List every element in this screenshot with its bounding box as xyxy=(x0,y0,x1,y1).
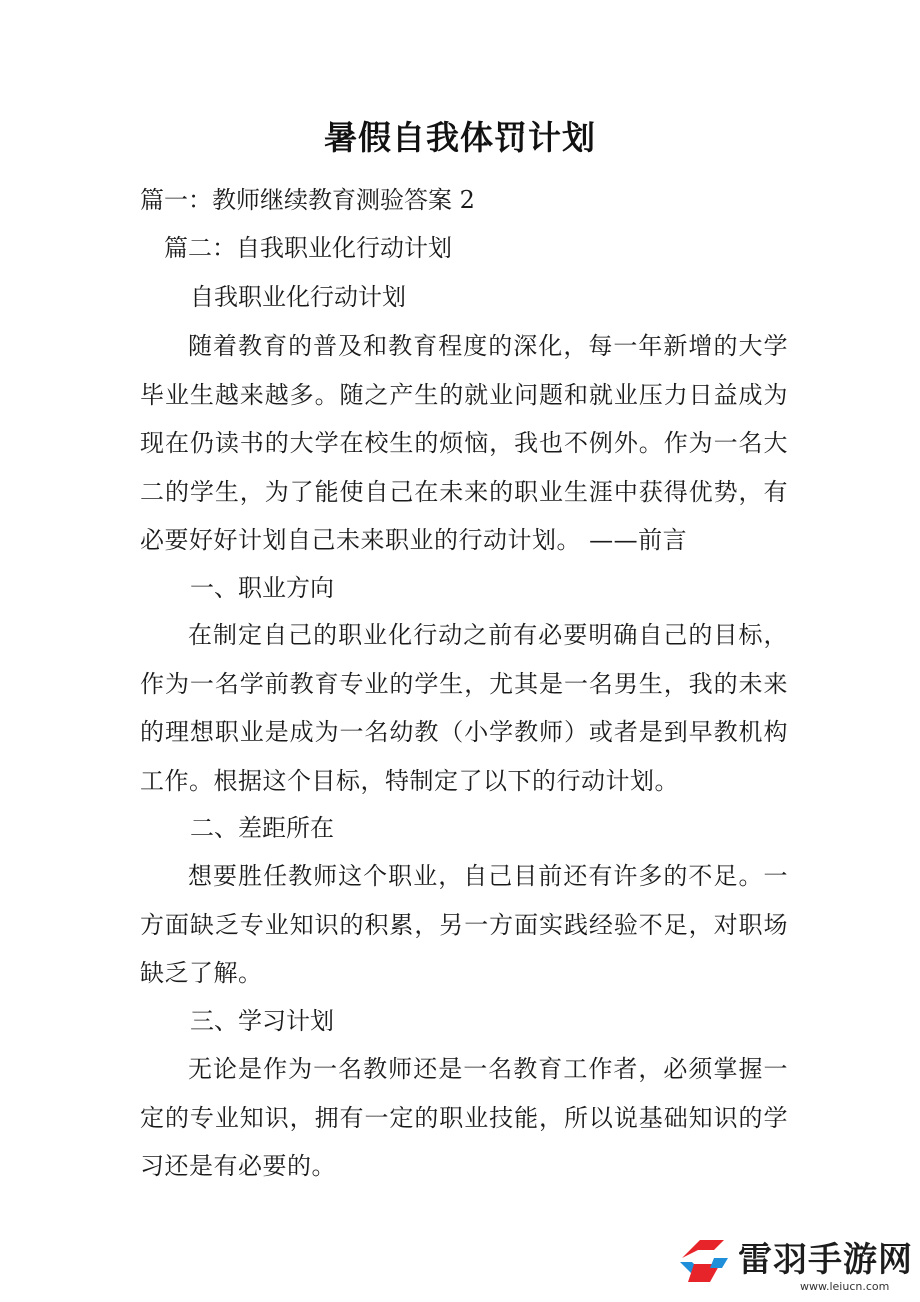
leiyu-logo-icon xyxy=(670,1228,736,1294)
section-body-3: 无论是作为一名教师还是一名教育工作者，必须掌握一定的专业知识，拥有一定的职业技能，所以说基础知识的学习还是有必要的。 xyxy=(140,1055,788,1181)
site-watermark xyxy=(670,1228,913,1298)
section-body-2: 想要胜任教师这个职业，自己目前还有许多的不足。一方面缺乏专业知识的积累，另一方面实践经验不足，对职场缺乏了解。 xyxy=(140,862,788,988)
chapter-line-2: 篇二：自我职业化行动计划 xyxy=(164,234,452,262)
chapter-line-1: 篇一：教师继续教育测验答案 2 xyxy=(140,186,475,214)
watermark-brand: 雷羽手游网 xyxy=(738,1240,913,1280)
watermark-url: www.leiucn.com xyxy=(800,1280,890,1293)
document-title: 暑假自我体罚计划 xyxy=(324,118,596,157)
preface-paragraph: 随着教育的普及和教育程度的深化，每一年新增的大学毕业生越来越多。随之产生的就业问题和就业压力日益成为现在仍读书的大学在校生的烦恼，我也不例外。作为一名大二的学生，为了能使自己在未来的职业生涯中获得优势，有必要好好计划自己未来职业的行动计划。 ——前言 xyxy=(140,332,788,555)
section-heading-3: 三、学习计划 xyxy=(190,1007,334,1035)
section-heading-1: 一、职业方向 xyxy=(190,574,334,602)
section-title: 自我职业化行动计划 xyxy=(190,283,406,311)
section-body-1: 在制定自己的职业化行动之前有必要明确自己的目标，作为一名学前教育专业的学生，尤其是一名男生，我的未来的理想职业是成为一名幼教（小学教师）或者是到早教机构工作。根据这个目标，特制定了以下的行动计划。 xyxy=(140,621,788,795)
section-heading-2: 二、差距所在 xyxy=(190,814,334,842)
